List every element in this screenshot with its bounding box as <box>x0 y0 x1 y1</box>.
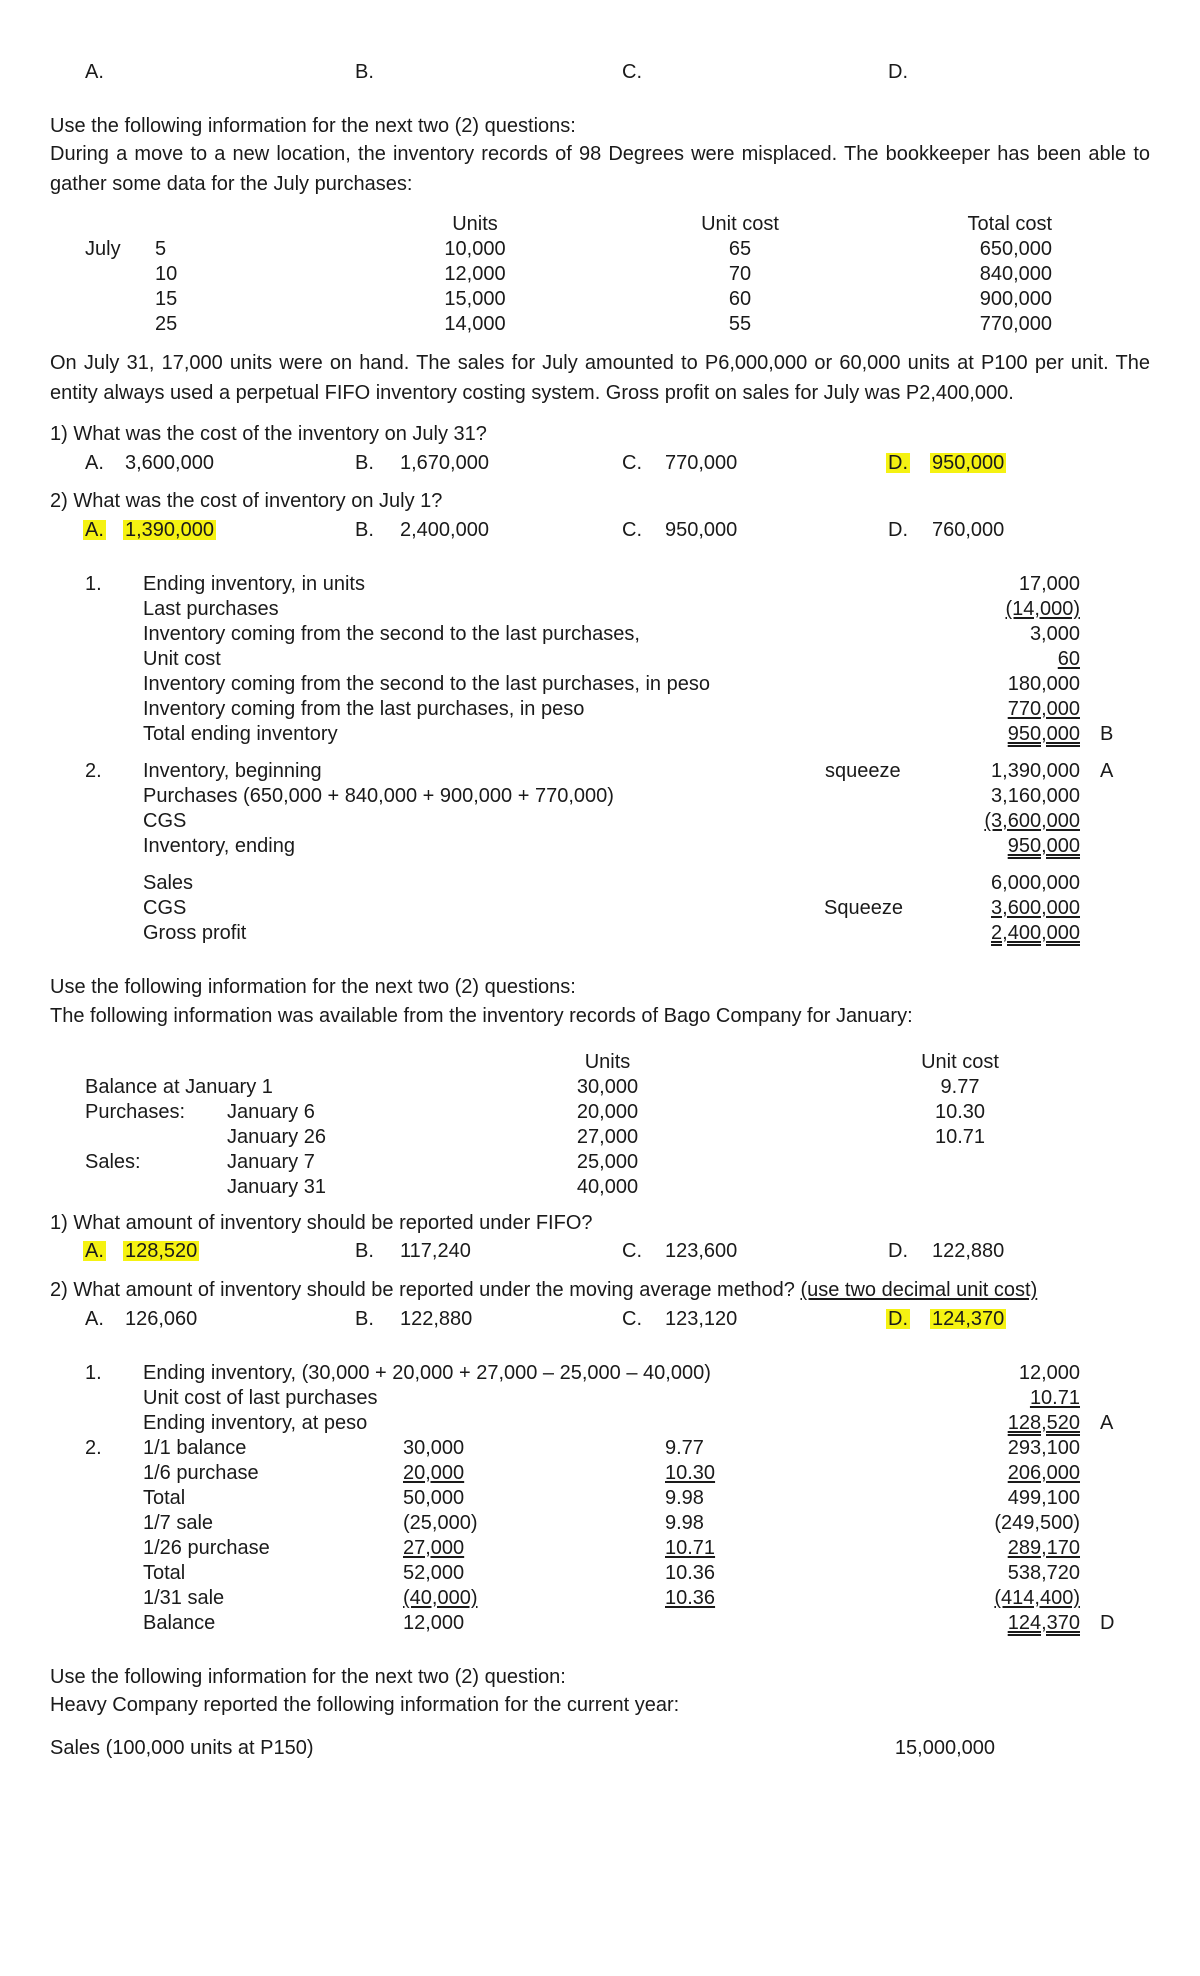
choice-value: 123,600 <box>665 1240 738 1262</box>
solution-line-value: 3,600,000 <box>991 897 1080 919</box>
choice-letter-highlighted: D. <box>888 452 908 474</box>
ledger-amount: (249,500) <box>994 1512 1080 1534</box>
choice-letter: C. <box>622 519 642 541</box>
row-unit-cost: 55 <box>728 313 752 335</box>
solution-number: 1. <box>85 573 102 595</box>
choice-value: 117,240 <box>400 1240 471 1262</box>
row-units: 27,000 <box>576 1126 639 1148</box>
ledger-cost: 9.98 <box>665 1487 704 1509</box>
solution-number: 2. <box>85 760 102 782</box>
answer-letter: A <box>1100 1412 1114 1434</box>
row-day: 5 <box>155 238 167 260</box>
choice-value-highlighted: 1,390,000 <box>125 519 214 541</box>
question-2-text: 2) What amount of inventory should be reported under the moving average method? <box>50 1279 795 1301</box>
solution-line-label: Total ending inventory <box>143 723 338 745</box>
row-unit-cost: 9.77 <box>940 1076 980 1098</box>
row-sub: January 7 <box>227 1151 315 1173</box>
ledger-amount: 538,720 <box>1007 1562 1080 1584</box>
choice-value: 770,000 <box>665 452 738 474</box>
solution-line-label: CGS <box>143 810 187 832</box>
ledger-units: 20,000 <box>403 1462 465 1484</box>
sales-value: 15,000,000 <box>894 1737 995 1759</box>
choice-letter: C. <box>622 1240 642 1262</box>
solution-line-value: 950,000 <box>1007 835 1080 857</box>
choice-value: 123,120 <box>665 1308 738 1330</box>
row-sub: January 26 <box>227 1126 326 1148</box>
question-1-text: 1) What amount of inventory should be reported under FIFO? <box>50 1212 593 1234</box>
choice-letter-highlighted: D. <box>888 1308 908 1330</box>
row-unit-cost: 10.30 <box>934 1101 986 1123</box>
solution-line-label: Inventory coming from the second to the last purchases, <box>143 623 640 645</box>
top-choice-c: C. <box>622 61 642 83</box>
ledger-amount: 499,100 <box>1007 1487 1080 1509</box>
ledger-units: 52,000 <box>403 1562 465 1584</box>
ledger-units: (40,000) <box>403 1587 478 1609</box>
solution-line-label: Ending inventory, (30,000 + 20,000 + 27,000 – 25,000 – 40,000) <box>143 1362 711 1384</box>
choice-letter: A. <box>85 452 104 474</box>
ledger-label: 1/31 sale <box>143 1587 225 1609</box>
col-header-units: Units <box>452 213 498 235</box>
row-units: 30,000 <box>576 1076 639 1098</box>
answer-letter: B <box>1100 723 1114 745</box>
solution-note: Squeeze <box>824 897 903 919</box>
top-choice-b: B. <box>355 61 374 83</box>
solution-line-value: 128,520 <box>1007 1412 1080 1434</box>
row-total-cost: 770,000 <box>979 313 1052 335</box>
solution-line-value: 12,000 <box>1018 1362 1080 1384</box>
ledger-amount: (414,400) <box>994 1587 1080 1609</box>
col-header-total-cost: Total cost <box>967 213 1052 235</box>
ledger-cost: 10.30 <box>665 1462 716 1484</box>
row-unit-cost: 60 <box>728 288 752 310</box>
ledger-amount: 206,000 <box>1007 1462 1080 1484</box>
solution-line-value: 950,000 <box>1007 723 1080 745</box>
choice-value: 126,060 <box>125 1308 198 1330</box>
choice-letter: B. <box>355 452 374 474</box>
section3-heading: Use the following information for the next two (2) question: <box>50 1666 566 1688</box>
solution-line-value: 770,000 <box>1007 698 1080 720</box>
section1-paragraph: On July 31, 17,000 units were on hand. The sales for July amounted to P6,000,000 or 60,000 units at P100 per unit. The entity always used a perpetual FIFO inventory costing system. Gross profit on sales for July was P2,400,000. <box>50 352 1150 404</box>
ledger-units: 12,000 <box>403 1612 465 1634</box>
answer-letter: D <box>1100 1612 1115 1634</box>
ledger-units: 50,000 <box>403 1487 465 1509</box>
solution-line-label: Inventory coming from the second to the last purchases, in peso <box>143 673 710 695</box>
solution-line-label: Purchases (650,000 + 840,000 + 900,000 + 770,000) <box>143 785 614 807</box>
choice-letter: D. <box>888 1240 908 1262</box>
answer-letter: A <box>1100 760 1114 782</box>
solution-line-label: Gross profit <box>143 922 247 944</box>
solution-line-value: (14,000) <box>1005 598 1080 620</box>
choice-value: 760,000 <box>932 519 1005 541</box>
choice-value-highlighted: 950,000 <box>932 452 1005 474</box>
row-label: Purchases: <box>85 1101 186 1123</box>
row-units: 25,000 <box>576 1151 639 1173</box>
row-total-cost: 900,000 <box>979 288 1052 310</box>
ledger-cost: 10.71 <box>665 1537 716 1559</box>
solution-line-value: (3,600,000 <box>984 810 1080 832</box>
solution-number: 1. <box>85 1362 102 1384</box>
row-label: Balance at January 1 <box>85 1076 273 1098</box>
choice-value: 122,880 <box>400 1308 473 1330</box>
sales-label: Sales (100,000 units at P150) <box>50 1737 314 1759</box>
choice-letter: B. <box>355 1240 374 1262</box>
solution-note: squeeze <box>825 760 901 782</box>
row-day: 10 <box>155 263 178 285</box>
choice-value-highlighted: 128,520 <box>125 1240 198 1262</box>
solution-line-label: Inventory, ending <box>143 835 295 857</box>
question-1-text: 1) What was the cost of the inventory on July 31? <box>50 423 487 445</box>
ledger-units: 27,000 <box>403 1537 465 1559</box>
solution-line-label: Ending inventory, at peso <box>143 1412 368 1434</box>
ledger-amount: 289,170 <box>1007 1537 1080 1559</box>
choice-value: 1,670,000 <box>400 452 489 474</box>
row-total-cost: 650,000 <box>979 238 1052 260</box>
ledger-label: Balance <box>143 1612 216 1634</box>
row-units: 15,000 <box>444 288 506 310</box>
month-label: July <box>85 238 121 260</box>
ledger-cost: 10.36 <box>665 1587 716 1609</box>
ledger-cost: 10.36 <box>665 1562 716 1584</box>
row-units: 12,000 <box>444 263 506 285</box>
solution-number: 2. <box>85 1437 102 1459</box>
choice-value: 950,000 <box>665 519 738 541</box>
choice-letter: B. <box>355 1308 374 1330</box>
solution-line-label: Unit cost of last purchases <box>143 1387 378 1409</box>
solution-line-value: 2,400,000 <box>991 922 1080 944</box>
choice-letter: A. <box>85 1308 104 1330</box>
row-units: 14,000 <box>444 313 506 335</box>
solution-line-value: 180,000 <box>1007 673 1080 695</box>
solution-line-label: Ending inventory, in units <box>143 573 365 595</box>
ledger-amount: 293,100 <box>1007 1437 1080 1459</box>
choice-letter-highlighted: A. <box>85 519 104 541</box>
ledger-cost: 9.98 <box>665 1512 704 1534</box>
solution-line-value: 10.71 <box>1029 1387 1080 1409</box>
ledger-cost: 9.77 <box>665 1437 704 1459</box>
top-choice-d: D. <box>888 61 908 83</box>
ledger-units: (25,000) <box>403 1512 478 1534</box>
row-unit-cost: 10.71 <box>934 1126 986 1148</box>
solution-line-value: 1,390,000 <box>991 760 1080 782</box>
section3-intro: Heavy Company reported the following information for the current year: <box>50 1694 680 1716</box>
row-unit-cost: 65 <box>728 238 752 260</box>
solution-line-value: 3,000 <box>1029 623 1080 645</box>
row-sub: January 6 <box>227 1101 315 1123</box>
solution-line-label: Unit cost <box>143 648 221 670</box>
row-sub: January 31 <box>227 1176 326 1198</box>
choice-letter: D. <box>888 519 908 541</box>
solution-line-label: CGS <box>143 897 187 919</box>
question-2-note: (use two decimal unit cost) <box>800 1279 1038 1301</box>
ledger-amount: 124,370 <box>1007 1612 1080 1634</box>
solution-line-value: 3,160,000 <box>991 785 1080 807</box>
choice-letter: C. <box>622 1308 642 1330</box>
choice-letter: C. <box>622 452 642 474</box>
solution-line-label: Inventory, beginning <box>143 760 322 782</box>
section1-heading: Use the following information for the next two (2) questions: <box>50 115 576 137</box>
ledger-label: 1/7 sale <box>143 1512 214 1534</box>
ledger-label: 1/1 balance <box>143 1437 247 1459</box>
choice-value: 2,400,000 <box>400 519 489 541</box>
solution-line-value: 6,000,000 <box>991 872 1080 894</box>
ledger-units: 30,000 <box>403 1437 465 1459</box>
section1-intro: During a move to a new location, the inventory records of 98 Degrees were misplaced. The bookkeeper has been able to gather some data for the July purchases: <box>50 143 1150 195</box>
solution-line-value: 60 <box>1057 648 1080 670</box>
col-header-unit-cost: Unit cost <box>701 213 779 235</box>
row-units: 20,000 <box>576 1101 639 1123</box>
col-header-unit-cost: Unit cost <box>921 1051 999 1073</box>
choice-letter-highlighted: A. <box>85 1240 104 1262</box>
solution-line-label: Last purchases <box>143 598 279 620</box>
section2-intro: The following information was available from the inventory records of Bago Company for January: <box>50 1005 913 1027</box>
row-day: 25 <box>155 313 178 335</box>
ledger-label: 1/6 purchase <box>143 1462 259 1484</box>
row-total-cost: 840,000 <box>979 263 1052 285</box>
col-header-units: Units <box>584 1051 631 1073</box>
choice-value-highlighted: 124,370 <box>932 1308 1005 1330</box>
choice-letter: B. <box>355 519 374 541</box>
solution-line-label: Sales <box>143 872 194 894</box>
choice-value: 3,600,000 <box>125 452 214 474</box>
top-choice-a: A. <box>85 61 104 83</box>
row-units: 40,000 <box>576 1176 639 1198</box>
solution-line-label: Inventory coming from the last purchases, in peso <box>143 698 585 720</box>
question-2-text: 2) What was the cost of inventory on July 1? <box>50 490 443 512</box>
row-unit-cost: 70 <box>728 263 752 285</box>
row-label: Sales: <box>85 1151 141 1173</box>
ledger-label: Total <box>143 1562 186 1584</box>
ledger-label: 1/26 purchase <box>143 1537 270 1559</box>
choice-value: 122,880 <box>932 1240 1005 1262</box>
row-units: 10,000 <box>444 238 506 260</box>
row-day: 15 <box>155 288 178 310</box>
section2-heading: Use the following information for the next two (2) questions: <box>50 976 576 998</box>
ledger-label: Total <box>143 1487 186 1509</box>
solution-line-value: 17,000 <box>1018 573 1080 595</box>
